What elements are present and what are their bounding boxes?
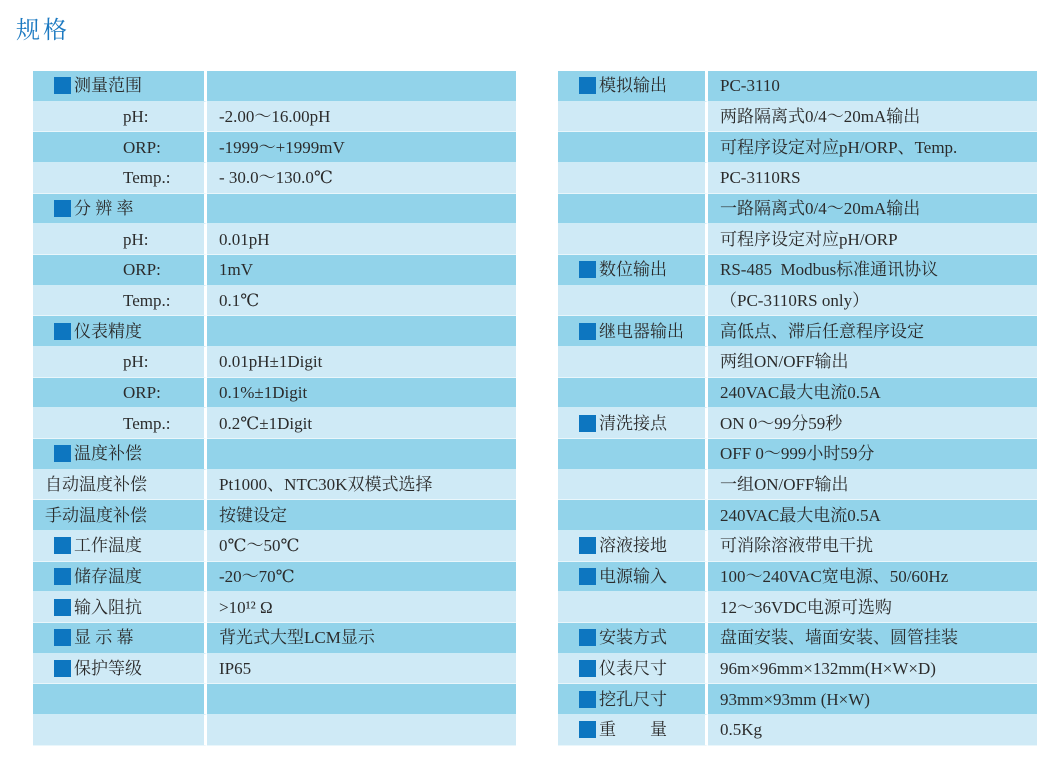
table-row xyxy=(558,500,1037,531)
spec-value-cell xyxy=(207,500,516,531)
spec-label-text: 挖孔尺寸 xyxy=(599,689,667,709)
spec-value-text: 0.2℃±1Digit xyxy=(219,413,313,433)
spec-value-text: 可程序设定对应pH/ORP、Temp. xyxy=(720,137,958,157)
spec-label-cell xyxy=(33,531,207,562)
spec-value-text: 0.5Kg xyxy=(720,720,763,740)
spec-value-cell xyxy=(708,102,1037,133)
spec-value-text: - 30.0～130.0℃ xyxy=(219,168,333,188)
spec-label-cell xyxy=(33,286,207,317)
spec-value-cell xyxy=(708,562,1037,593)
spec-label-cell xyxy=(558,347,708,378)
spec-label-cell xyxy=(558,194,708,225)
table-row xyxy=(33,562,516,593)
table-row xyxy=(558,592,1037,623)
spec-value-text: 240VAC最大电流0.5A xyxy=(720,383,881,403)
section-marker-icon xyxy=(54,200,71,217)
spec-label-cell xyxy=(558,562,708,593)
table-row xyxy=(33,102,516,133)
section-marker-icon xyxy=(579,660,596,677)
spec-value-text: PC-3110 xyxy=(720,76,780,96)
spec-label-cell xyxy=(558,132,708,163)
spec-label-cell xyxy=(33,102,207,133)
spec-label-text: 保护等级 xyxy=(74,659,142,679)
spec-table-left xyxy=(33,71,516,746)
spec-value-cell xyxy=(708,684,1037,715)
section-marker-icon xyxy=(579,415,596,432)
spec-value-cell xyxy=(708,531,1037,562)
spec-value-cell xyxy=(708,439,1037,470)
spec-label-cell xyxy=(558,439,708,470)
section-marker-icon xyxy=(54,323,71,340)
table-row xyxy=(33,194,516,225)
spec-label-text: 继电器输出 xyxy=(599,321,684,341)
section-marker-icon xyxy=(54,77,71,94)
spec-label-text: 电源输入 xyxy=(599,567,667,587)
table-row xyxy=(558,470,1037,501)
table-row xyxy=(558,715,1037,746)
table-row xyxy=(33,470,516,501)
spec-value-text: 0.01pH xyxy=(219,229,270,249)
spec-value-cell xyxy=(207,224,516,255)
spec-value-cell xyxy=(708,71,1037,102)
spec-value-cell xyxy=(708,286,1037,317)
spec-value-cell xyxy=(207,439,516,470)
spec-label-cell xyxy=(558,102,708,133)
spec-value-text: 0℃～50℃ xyxy=(219,536,300,556)
section-marker-icon xyxy=(54,660,71,677)
spec-value-text: 盘面安装、墙面安装、圆管挂装 xyxy=(720,628,958,648)
table-row xyxy=(558,102,1037,133)
table-row xyxy=(33,531,516,562)
spec-value-cell xyxy=(207,163,516,194)
spec-label-text: 安装方式 xyxy=(599,628,667,648)
spec-label-cell xyxy=(558,500,708,531)
section-marker-icon xyxy=(54,445,71,462)
spec-label-text: 清洗接点 xyxy=(599,413,667,433)
spec-value-cell xyxy=(207,715,516,746)
table-row xyxy=(33,623,516,654)
table-row xyxy=(558,286,1037,317)
spec-value-cell xyxy=(207,684,516,715)
spec-value-text: （PC-3110RS only） xyxy=(720,291,870,311)
spec-label-cell xyxy=(33,715,207,746)
spec-value-cell xyxy=(207,470,516,501)
spec-value-text: ON 0～99分59秒 xyxy=(720,413,843,433)
spec-label-text: 自动温度补偿 xyxy=(45,475,147,495)
spec-value-text: 96m×96mm×132mm(H×W×D) xyxy=(720,659,936,679)
table-row xyxy=(558,562,1037,593)
spec-value-cell xyxy=(708,194,1037,225)
table-row xyxy=(558,316,1037,347)
spec-value-cell xyxy=(207,132,516,163)
spec-value-text: 背光式大型LCM显示 xyxy=(219,628,375,648)
spec-value-text: 93mm×93mm (H×W) xyxy=(720,689,870,709)
table-row xyxy=(558,71,1037,102)
table-row xyxy=(558,255,1037,286)
spec-label-cell xyxy=(33,71,207,102)
spec-value-cell xyxy=(207,316,516,347)
section-marker-icon xyxy=(579,691,596,708)
spec-label-text: pH: xyxy=(123,352,149,372)
spec-value-cell xyxy=(708,654,1037,685)
spec-label-cell xyxy=(558,654,708,685)
spec-value-text: 12～36VDC电源可选购 xyxy=(720,597,892,617)
spec-label-text: 测量范围 xyxy=(74,76,142,96)
table-row xyxy=(558,347,1037,378)
spec-label-cell xyxy=(558,470,708,501)
table-row xyxy=(33,408,516,439)
table-row xyxy=(558,531,1037,562)
table-row xyxy=(33,654,516,685)
spec-label-cell xyxy=(33,194,207,225)
spec-value-text: 高低点、滞后任意程序设定 xyxy=(720,321,924,341)
spec-label-cell xyxy=(33,684,207,715)
section-marker-icon xyxy=(579,629,596,646)
table-row xyxy=(33,71,516,102)
spec-value-text: 两组ON/OFF输出 xyxy=(720,352,849,372)
spec-value-text: 1mV xyxy=(219,260,253,280)
spec-value-text: 0.1%±1Digit xyxy=(219,383,308,403)
spec-label-cell xyxy=(33,408,207,439)
spec-label-cell xyxy=(558,163,708,194)
spec-value-cell xyxy=(207,102,516,133)
spec-label-cell xyxy=(33,347,207,378)
spec-value-cell xyxy=(708,316,1037,347)
spec-label-text: ORP: xyxy=(123,260,161,280)
spec-value-cell xyxy=(708,623,1037,654)
spec-label-cell xyxy=(558,684,708,715)
spec-label-cell xyxy=(33,654,207,685)
spec-label-cell xyxy=(558,224,708,255)
spec-label-cell xyxy=(558,255,708,286)
spec-value-text: Pt1000、NTC30K双模式选择 xyxy=(219,475,433,495)
spec-value-cell xyxy=(207,378,516,409)
spec-value-text: 可程序设定对应pH/ORP xyxy=(720,229,898,249)
table-row xyxy=(33,439,516,470)
table-row xyxy=(33,255,516,286)
table-row xyxy=(33,347,516,378)
spec-table-right xyxy=(558,71,1037,746)
spec-label-cell xyxy=(558,316,708,347)
spec-value-cell xyxy=(708,378,1037,409)
spec-value-cell xyxy=(708,408,1037,439)
table-row xyxy=(558,623,1037,654)
spec-value-cell xyxy=(207,71,516,102)
spec-label-text: 数位输出 xyxy=(599,260,667,280)
page-title: 规格 xyxy=(16,18,70,44)
spec-label-text: 输入阻抗 xyxy=(74,597,142,617)
spec-label-text: 储存温度 xyxy=(74,567,142,587)
spec-value-cell xyxy=(207,623,516,654)
spec-value-text: 0.01pH±1Digit xyxy=(219,352,323,372)
section-marker-icon xyxy=(579,537,596,554)
section-marker-icon xyxy=(54,568,71,585)
spec-label-cell xyxy=(558,378,708,409)
spec-value-text: 100～240VAC宽电源、50/60Hz xyxy=(720,567,949,587)
section-marker-icon xyxy=(579,323,596,340)
spec-value-cell xyxy=(708,163,1037,194)
spec-value-cell xyxy=(708,470,1037,501)
table-row xyxy=(558,194,1037,225)
section-marker-icon xyxy=(579,568,596,585)
spec-label-cell xyxy=(558,623,708,654)
spec-label-cell xyxy=(33,316,207,347)
spec-value-text: 可消除溶液带电干扰 xyxy=(720,536,873,556)
spec-label-text: 溶液接地 xyxy=(599,536,667,556)
section-marker-icon xyxy=(54,599,71,616)
spec-value-text: >10¹² Ω xyxy=(219,597,273,617)
spec-label-text: 显 示 幕 xyxy=(74,628,134,648)
section-marker-icon xyxy=(579,261,596,278)
spec-label-text: pH: xyxy=(123,229,149,249)
spec-label-cell xyxy=(33,255,207,286)
spec-label-cell xyxy=(558,71,708,102)
table-row xyxy=(558,163,1037,194)
table-row xyxy=(33,715,516,746)
spec-value-cell xyxy=(708,500,1037,531)
spec-value-cell xyxy=(207,255,516,286)
section-marker-icon xyxy=(54,629,71,646)
spec-label-cell xyxy=(33,623,207,654)
spec-label-cell xyxy=(33,439,207,470)
spec-value-cell xyxy=(207,408,516,439)
spec-label-cell xyxy=(33,562,207,593)
spec-label-text: Temp.: xyxy=(123,168,171,188)
spec-value-cell xyxy=(708,132,1037,163)
spec-label-cell xyxy=(33,224,207,255)
spec-label-cell xyxy=(558,592,708,623)
spec-value-text: -20～70℃ xyxy=(219,567,295,587)
table-row xyxy=(558,684,1037,715)
section-marker-icon xyxy=(54,537,71,554)
spec-label-cell xyxy=(33,132,207,163)
table-row xyxy=(33,592,516,623)
table-row xyxy=(558,439,1037,470)
table-row xyxy=(33,316,516,347)
table-row xyxy=(33,378,516,409)
spec-label-cell xyxy=(558,715,708,746)
table-row xyxy=(558,224,1037,255)
spec-label-text: ORP: xyxy=(123,137,161,157)
table-row xyxy=(33,684,516,715)
spec-label-text: 仪表精度 xyxy=(74,321,142,341)
table-row xyxy=(558,408,1037,439)
table-row xyxy=(33,163,516,194)
spec-value-cell xyxy=(708,715,1037,746)
spec-value-cell xyxy=(207,347,516,378)
spec-label-cell xyxy=(558,531,708,562)
spec-label-cell xyxy=(558,286,708,317)
spec-label-text: 模拟输出 xyxy=(599,76,667,96)
spec-value-cell xyxy=(207,592,516,623)
spec-label-text: 分 辨 率 xyxy=(74,199,134,219)
spec-label-text: pH: xyxy=(123,107,149,126)
spec-value-text: RS-485 Modbus标准通讯协议 xyxy=(720,260,939,280)
spec-value-cell xyxy=(207,531,516,562)
spec-label-cell xyxy=(33,470,207,501)
spec-label-text: 工作温度 xyxy=(74,536,142,556)
spec-value-text: 按键设定 xyxy=(219,505,287,525)
spec-value-text: -1999～+1999mV xyxy=(219,137,345,157)
spec-value-text: OFF 0～999小时59分 xyxy=(720,444,875,464)
spec-value-text: 一组ON/OFF输出 xyxy=(720,475,849,495)
spec-label-cell xyxy=(33,378,207,409)
spec-label-cell xyxy=(33,592,207,623)
spec-value-text: PC-3110RS xyxy=(720,168,801,188)
spec-value-text: 一路隔离式0/4～20mA输出 xyxy=(720,199,921,219)
spec-label-text: 仪表尺寸 xyxy=(599,659,667,679)
section-marker-icon xyxy=(579,77,596,94)
spec-value-text: 两路隔离式0/4～20mA输出 xyxy=(720,107,921,126)
table-row xyxy=(558,378,1037,409)
spec-label-text: Temp.: xyxy=(123,291,171,311)
spec-value-text: 240VAC最大电流0.5A xyxy=(720,505,881,525)
spec-value-cell xyxy=(708,592,1037,623)
spec-value-cell xyxy=(207,194,516,225)
spec-value-cell xyxy=(207,654,516,685)
table-row xyxy=(33,224,516,255)
table-row xyxy=(33,286,516,317)
spec-value-cell xyxy=(708,255,1037,286)
table-row xyxy=(558,654,1037,685)
spec-label-text: ORP: xyxy=(123,383,161,403)
spec-value-cell xyxy=(207,562,516,593)
section-marker-icon xyxy=(579,721,596,738)
spec-value-cell xyxy=(708,224,1037,255)
table-row xyxy=(33,132,516,163)
spec-value-text: -2.00～16.00pH xyxy=(219,107,331,126)
spec-label-cell xyxy=(33,500,207,531)
spec-value-text: 0.1℃ xyxy=(219,291,260,311)
spec-label-text: 手动温度补偿 xyxy=(45,505,147,525)
spec-label-text: 重 量 xyxy=(599,720,667,740)
spec-label-text: 温度补偿 xyxy=(74,444,142,464)
spec-value-cell xyxy=(207,286,516,317)
spec-label-text: Temp.: xyxy=(123,413,171,433)
table-row xyxy=(558,132,1037,163)
spec-value-text: IP65 xyxy=(219,659,252,679)
table-row xyxy=(33,500,516,531)
spec-label-cell xyxy=(33,163,207,194)
spec-label-cell xyxy=(558,408,708,439)
spec-value-cell xyxy=(708,347,1037,378)
